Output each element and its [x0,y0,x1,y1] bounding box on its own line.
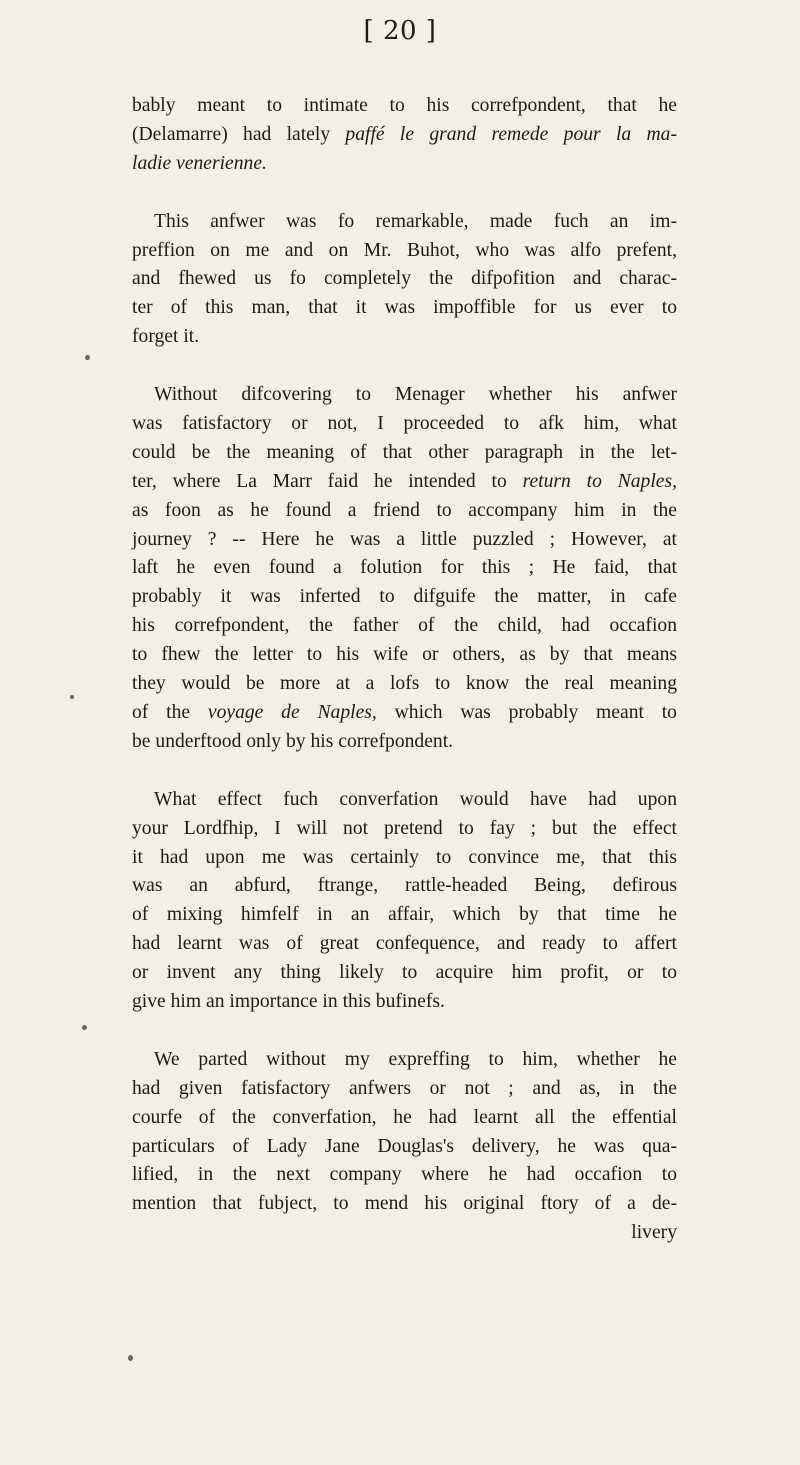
text-line: they would be more at a lofs to know the real meaning [132,673,677,695]
italic-phrase: paffé le grand remede pour la ma- [345,123,677,145]
paragraph [132,208,677,353]
text-line: be underftood only by his correfpondent. [132,730,454,752]
text-line: journey ? -- Here he was a little puzzled ; However, at [132,528,677,550]
text-line: or invent any thing likely to acquire him profit, or to [132,962,677,984]
paragraph [132,1046,677,1219]
text-line: courfe of the converfation, he had learnt all the effential [132,1106,677,1128]
text-line: his correfpondent, the father of the child, had occafion [132,615,677,637]
text-line: laft he even found a folution for this ; He faid, that [132,557,677,579]
text-line: We parted without my expreffing to him, whether he [154,1048,677,1070]
text-line: and fhewed us fo completely the difpofition and charac- [132,268,677,290]
ink-spot [85,355,90,360]
paragraph [132,786,677,1017]
text-line: This anfwer was fo remarkable, made fuch an im- [154,210,677,232]
text-line: it had upon me was certainly to convince me, that this [132,846,677,868]
text-line: (Delamarre) had lately paffé le grand remede pour la ma- [132,123,677,145]
ink-spot [70,695,74,699]
text-line: mention that fubject, to mend his original ftory of a de- [132,1193,677,1215]
text-line: had given fatisfactory anfwers or not ; and as, in the [132,1077,677,1099]
text-line: What effect fuch converfation would have had upon [154,788,677,810]
ink-spot [82,1025,87,1030]
text-line: probably it was inferted to difguife the matter, in cafe [132,586,677,608]
paragraph [132,92,677,179]
text-line: preffion on me and on Mr. Buhot, who was alfo prefent, [132,239,677,261]
text-line: forget it. [132,326,200,348]
text-line: give him an importance in this bufinefs. [132,991,445,1013]
italic-phrase: ladie venerienne. [132,152,267,174]
text-line: of mixing himfelf in an affair, which by that time he [132,904,677,926]
paragraph [132,381,677,757]
text-line: ter of this man, that it was impoffible for us ever to [132,297,677,319]
text-line: of the voyage de Naples, which was probably meant to [132,702,677,723]
text-line: was fatisfactory or not, I proceeded to afk him, what [132,412,677,434]
text-line: as foon as he found a friend to accompany him in the [132,499,677,521]
italic-phrase: voyage de Naples, [207,702,377,723]
text-line: had learnt was of great confequence, and ready to affert [132,933,677,955]
text-line: bably meant to intimate to his correfpondent, that he [132,95,677,116]
italic-phrase: return to Naples, [522,470,677,492]
text-line: could be the meaning of that other paragraph in the let- [132,441,677,463]
text-line: ter, where La Marr faid he intended to return to Naples, [132,470,677,492]
text-line: Without difcovering to Menager whether his anfwer [154,384,677,406]
text-line [132,150,677,179]
text-line: lified, in the next company where he had occafion to [132,1164,677,1186]
text-line: was an abfurd, ftrange, rattle-headed Being, defirous [132,875,677,897]
text-line: your Lordfhip, I will not pretend to fay ; but the effect [132,817,677,839]
page-text [132,92,677,1248]
page-number: [ 20 ] [363,16,437,46]
text-line: particulars of Lady Jane Douglas's delivery, he was qua- [132,1135,677,1157]
text-line: to fhew the letter to his wife or others, as by that means [132,644,677,666]
catchword: livery [631,1222,677,1244]
ink-spot [128,1355,133,1361]
